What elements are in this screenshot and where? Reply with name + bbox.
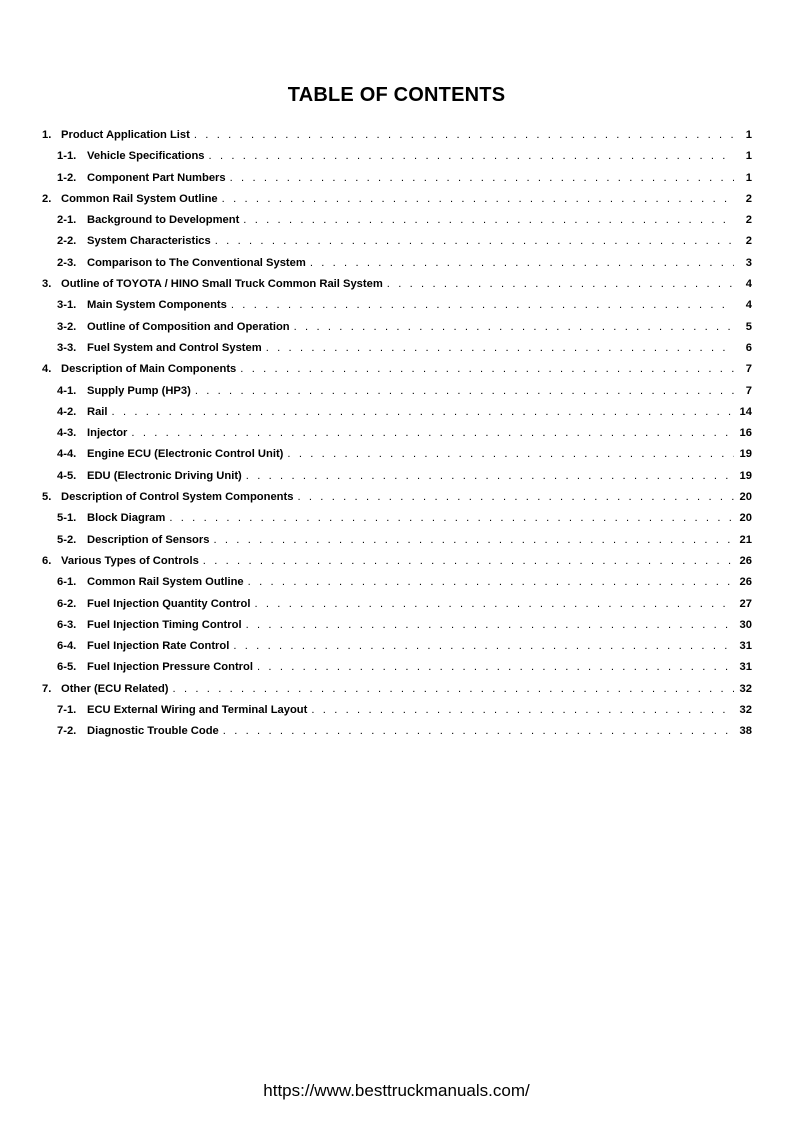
- dot-leader: [248, 576, 734, 588]
- toc-entry-page-number: 2: [745, 214, 752, 227]
- dot-leader: [246, 470, 734, 482]
- toc-section-entry[interactable]: [42, 683, 752, 704]
- toc-entry-number: 6-1.: [57, 576, 77, 589]
- toc-entry-number: 2-2.: [57, 235, 77, 248]
- toc-entry-page-number: 26: [739, 576, 752, 589]
- toc-entry-label: Description of Sensors: [87, 533, 210, 546]
- toc-entry-label: Description of Control System Components: [61, 491, 294, 504]
- toc-entry-number: 4-3.: [57, 427, 77, 440]
- toc-entry-number: 4-5.: [57, 469, 77, 482]
- dot-leader: [233, 640, 734, 652]
- toc-entry-label: Injector: [87, 427, 128, 440]
- toc-section-entry[interactable]: [42, 278, 752, 299]
- toc-entry-page-number: 27: [739, 597, 752, 610]
- toc-entry-label: Engine ECU (Electronic Control Unit): [87, 448, 284, 461]
- toc-entry-page-number: 16: [739, 427, 752, 440]
- toc-entry-page-number: 21: [739, 533, 752, 546]
- dot-leader: [254, 598, 734, 610]
- toc-entry-label: Vehicle Specifications: [87, 150, 205, 163]
- dot-leader: [173, 683, 734, 695]
- toc-entry-label: Fuel Injection Pressure Control: [87, 661, 253, 674]
- toc-entry-label: EDU (Electronic Driving Unit): [87, 469, 242, 482]
- toc-entry-number: 4-4.: [57, 448, 77, 461]
- toc-subsection-entry[interactable]: [42, 172, 752, 193]
- toc-entry-label: Common Rail System Outline: [61, 192, 218, 205]
- toc-entry-label: Common Rail System Outline: [87, 576, 244, 589]
- dot-leader: [287, 448, 734, 460]
- toc-entry-page-number: 20: [739, 512, 752, 525]
- toc-section-entry[interactable]: [42, 129, 752, 150]
- toc-section-entry[interactable]: [42, 491, 752, 512]
- toc-entry-number: 6-2.: [57, 597, 77, 610]
- dot-leader: [223, 725, 734, 737]
- toc-subsection-entry[interactable]: [42, 725, 752, 746]
- toc-entry-label: Fuel Injection Quantity Control: [87, 597, 251, 610]
- dot-leader: [230, 172, 734, 184]
- dot-leader: [266, 342, 734, 354]
- toc-entry-page-number: 32: [739, 682, 752, 695]
- toc-entry-page-number: 1: [745, 129, 752, 141]
- toc-entry-page-number: 32: [739, 704, 752, 717]
- dot-leader: [310, 257, 734, 269]
- toc-entry-page-number: 3: [745, 256, 752, 269]
- dot-leader: [243, 214, 734, 226]
- dot-leader: [240, 363, 734, 375]
- toc-subsection-entry[interactable]: [42, 150, 752, 171]
- toc-entry-page-number: 5: [745, 320, 752, 333]
- toc-entry-label: Block Diagram: [87, 512, 166, 525]
- toc-entry-label: Supply Pump (HP3): [87, 384, 191, 397]
- toc-section-entry[interactable]: [42, 363, 752, 384]
- toc-subsection-entry[interactable]: [42, 257, 752, 278]
- toc-entry-label: Outline of Composition and Operation: [87, 320, 290, 333]
- toc-section-entry[interactable]: [42, 193, 752, 214]
- toc-section-entry[interactable]: [42, 555, 752, 576]
- dot-leader: [297, 491, 734, 503]
- toc-entry-label: Fuel System and Control System: [87, 341, 262, 354]
- toc-entry-number: 7.: [42, 682, 52, 695]
- toc-entry-number: 2.: [42, 192, 52, 205]
- toc-entry-page-number: 38: [739, 725, 752, 738]
- toc-entry-page-number: 7: [745, 384, 752, 397]
- toc-subsection-entry[interactable]: [42, 427, 752, 448]
- toc-entry-number: 7-2.: [57, 725, 77, 738]
- toc-subsection-entry[interactable]: [42, 321, 752, 342]
- toc-entry-number: 5-2.: [57, 533, 77, 546]
- toc-entry-page-number: 26: [739, 554, 752, 567]
- toc-subsection-entry[interactable]: [42, 640, 752, 661]
- dot-leader: [257, 661, 734, 673]
- toc-subsection-entry[interactable]: [42, 214, 752, 235]
- toc-subsection-entry[interactable]: [42, 704, 752, 725]
- toc-entry-page-number: 2: [745, 192, 752, 205]
- toc-entry-number: 4.: [42, 363, 52, 376]
- toc-entry-label: ECU External Wiring and Terminal Layout: [87, 704, 308, 717]
- toc-entry-number: 6.: [42, 554, 52, 567]
- toc-subsection-entry[interactable]: [42, 299, 752, 320]
- toc-entry-label: Fuel Injection Timing Control: [87, 618, 242, 631]
- dot-leader: [209, 150, 734, 162]
- toc-entry-number: 7-1.: [57, 704, 77, 717]
- toc-entry-label: Main System Components: [87, 299, 227, 312]
- toc-entry-label: Background to Development: [87, 214, 240, 227]
- dot-leader: [246, 619, 734, 631]
- toc-entry-label: Fuel Injection Rate Control: [87, 640, 230, 653]
- toc-subsection-entry[interactable]: [42, 385, 752, 406]
- toc-entry-number: 5.: [42, 491, 52, 504]
- dot-leader: [231, 299, 734, 311]
- dot-leader: [222, 193, 734, 205]
- toc-entry-label: Rail: [87, 405, 108, 418]
- toc-entry-page-number: 20: [739, 491, 752, 504]
- toc-entry-label: Other (ECU Related): [61, 682, 169, 695]
- toc-subsection-entry[interactable]: [42, 448, 752, 469]
- toc-entry-number: 3-2.: [57, 320, 77, 333]
- toc-entry-label: Outline of TOYOTA / HINO Small Truck Common Rail System: [61, 278, 383, 291]
- toc-subsection-entry[interactable]: [42, 406, 752, 427]
- toc-entry-label: System Characteristics: [87, 235, 211, 248]
- dot-leader: [112, 406, 734, 418]
- dot-leader: [169, 512, 734, 524]
- toc-entry-number: 3.: [42, 278, 52, 291]
- toc-subsection-entry[interactable]: [42, 619, 752, 640]
- dot-leader: [311, 704, 734, 716]
- toc-entry-number: 4-1.: [57, 384, 77, 397]
- toc-entry-number: 6-4.: [57, 640, 77, 653]
- toc-entry-label: Product Application List: [61, 129, 190, 141]
- toc-entry-page-number: 1: [745, 171, 752, 184]
- footer-url[interactable]: https://www.besttruckmanuals.com/: [263, 1081, 530, 1100]
- toc-subsection-entry[interactable]: [42, 342, 752, 363]
- toc-entry-page-number: 7: [745, 363, 752, 376]
- toc-subsection-entry[interactable]: [42, 661, 752, 682]
- toc-entry-number: 3-1.: [57, 299, 77, 312]
- toc-entry-page-number: 4: [745, 278, 752, 291]
- toc-entry-number: 6-3.: [57, 618, 77, 631]
- dot-leader: [194, 129, 734, 141]
- toc-entry-number: 4-2.: [57, 405, 77, 418]
- toc-entry-number: 3-3.: [57, 341, 77, 354]
- toc-entry-number: 1-1.: [57, 150, 77, 163]
- toc-entry-number: 1-2.: [57, 171, 77, 184]
- toc-subsection-entry[interactable]: [42, 470, 752, 491]
- dot-leader: [195, 385, 734, 397]
- dot-leader: [213, 534, 734, 546]
- toc-entry-label: Various Types of Controls: [61, 554, 199, 567]
- toc-entry-label: Comparison to The Conventional System: [87, 256, 306, 269]
- dot-leader: [215, 235, 734, 247]
- dot-leader: [387, 278, 734, 290]
- toc-entry-label: Description of Main Components: [61, 363, 237, 376]
- toc-entry-label: Diagnostic Trouble Code: [87, 725, 219, 738]
- page-title: TABLE OF CONTENTS: [287, 84, 506, 106]
- toc-entry-number: 1.: [42, 129, 52, 141]
- toc-subsection-entry[interactable]: [42, 235, 752, 256]
- dot-leader: [203, 555, 734, 567]
- toc-entry-page-number: 30: [739, 618, 752, 631]
- toc-subsection-entry[interactable]: [42, 598, 752, 619]
- toc-entry-number: 5-1.: [57, 512, 77, 525]
- toc-entry-label: Component Part Numbers: [87, 171, 226, 184]
- dot-leader: [131, 427, 734, 439]
- toc-entry-number: 2-1.: [57, 214, 77, 227]
- toc-entry-page-number: 19: [739, 448, 752, 461]
- toc-entry-number: 2-3.: [57, 256, 77, 269]
- toc-entry-page-number: 14: [739, 405, 752, 418]
- toc-subsection-entry[interactable]: [42, 512, 752, 533]
- toc-entry-page-number: 31: [739, 661, 752, 674]
- toc-entry-page-number: 4: [745, 299, 752, 312]
- toc-entry-number: 6-5.: [57, 661, 77, 674]
- toc-entry-page-number: 31: [739, 640, 752, 653]
- dot-leader: [294, 321, 734, 333]
- table-of-contents: [42, 129, 752, 747]
- toc-entry-page-number: 2: [745, 235, 752, 248]
- toc-entry-page-number: 19: [739, 469, 752, 482]
- toc-entry-page-number: 6: [745, 341, 752, 354]
- toc-subsection-entry[interactable]: [42, 576, 752, 597]
- toc-subsection-entry[interactable]: [42, 534, 752, 555]
- toc-entry-page-number: 1: [745, 150, 752, 163]
